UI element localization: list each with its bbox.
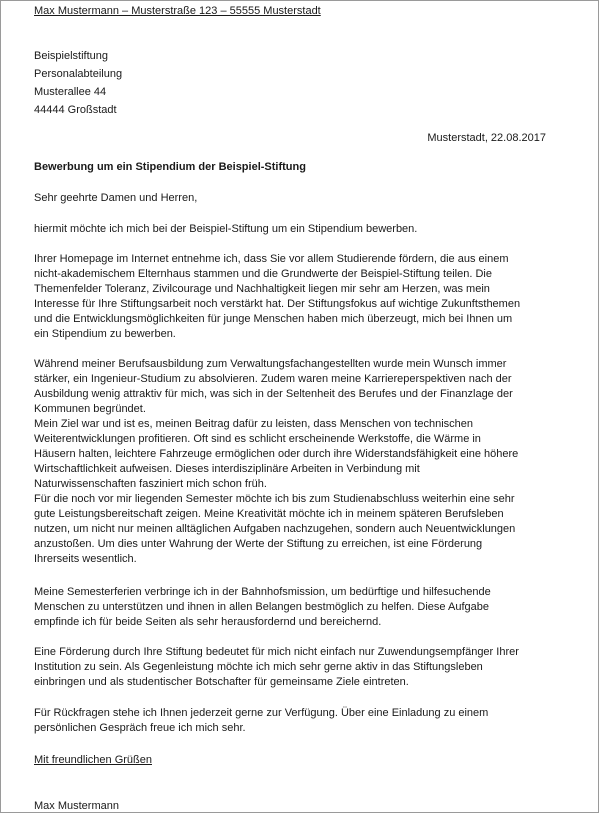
paragraph-2 <box>34 252 520 342</box>
paragraph-line: Für die noch vor mir liegenden Semester möchte ich bis zum Studienabschluss weiterhin eine sehr <box>34 493 515 505</box>
paragraph-line: stärker, ein Ingenieur-Studium zu absolvieren. Zudem waren meine Karriereperspektiven nach der <box>34 373 512 385</box>
recipient-line-1: Beispielstiftung <box>34 50 108 62</box>
paragraph-line: Meine Semesterferien verbringe ich in der Bahnhofsmission, um bedürftige und hilfesuchende <box>34 586 491 598</box>
letter-subject: Bewerbung um ein Stipendium der Beispiel-Stiftung <box>34 161 306 173</box>
paragraph-line: nutzen, um nicht nur meinen alltäglichen Aufgaben nachzugehen, sondern auch Neuentwicklungen <box>34 523 516 535</box>
signature-name: Max Mustermann <box>34 800 119 812</box>
place-date: Musterstadt, 22.08.2017 <box>427 132 546 144</box>
paragraph-line: Ihrerseits wesentlich. <box>34 553 137 565</box>
paragraph-line: ein Stipendium zu bewerben. <box>34 328 176 340</box>
paragraph-line: einbringen und als studentischer Botschafter für gemeinsame Ziele eintreten. <box>34 676 409 688</box>
recipient-line-4: 44444 Großstadt <box>34 104 117 116</box>
paragraph-line: Kommunen begründet. <box>34 403 146 415</box>
paragraph-line: Themenfelder Toleranz, Zivilcourage und Nachhaltigkeit liegen mir sehr am Herzen, was mein <box>34 283 490 295</box>
paragraph-line: Eine Förderung durch Ihre Stiftung bedeutet für mich nicht einfach nur Zuwendungsempfänger Ihrer <box>34 646 519 658</box>
closing-greeting: Mit freundlichen Grüßen <box>34 754 152 766</box>
recipient-line-2: Personalabteilung <box>34 68 123 80</box>
paragraph-line: Naturwissenschaften fasziniert mich schon früh. <box>34 478 267 490</box>
paragraph-5 <box>34 645 519 690</box>
paragraph-line: anzustoßen. Um dies unter Wahrung der Werte der Stiftung zu erreichen, ist eine Förderung <box>34 538 483 550</box>
paragraph-line: Weiterentwicklungen profitieren. Oft sind es schlicht erscheinende Werkstoffe, die Wärme in <box>34 433 481 445</box>
paragraph-line: Während meiner Berufsausbildung zum Verwaltungsfachangestellten wurde mein Wunsch immer <box>34 358 507 370</box>
paragraph-line: Ihrer Homepage im Internet entnehme ich, dass Sie vor allem Studierende fördern, die aus einem <box>34 253 509 265</box>
paragraph-line: gute Leistungsbereitschaft zeigen. Meine Kreativität möchte ich in meinem späteren Berufsleben <box>34 508 504 520</box>
recipient-line-3: Musterallee 44 <box>34 86 107 98</box>
paragraph-6 <box>34 706 488 736</box>
paragraph-line: nicht-akademischem Elternhaus stammen und die Grundwerte der Beispiel-Stiftung teilen. Die <box>34 268 492 280</box>
paragraph-line: Wirtschaftlichkeit aufweisen. Dieses interdisziplinäre Arbeiten in Verbindung mit <box>34 463 420 475</box>
sender-address-line: Max Mustermann – Musterstraße 123 – 55555 Musterstadt <box>34 5 321 17</box>
paragraph-line: und die Entwicklungsmöglichkeiten für junge Menschen haben mich überzeugt, mich bei Ihnen um <box>34 313 513 325</box>
paragraph-line: Menschen zu unterstützen und ihnen in allen Belangen bestmöglich zu helfen. Diese Aufgabe <box>34 601 489 613</box>
paragraph-4 <box>34 585 491 630</box>
paragraph-line: Institution zu sein. Als Gegenleistung möchte ich mich sehr gerne aktiv in das Stiftungsleben <box>34 661 483 673</box>
paragraph-line: persönlichen Gespräch freue ich mich sehr. <box>34 722 246 734</box>
salutation: Sehr geehrte Damen und Herren, <box>34 192 198 204</box>
paragraph-line: hiermit möchte ich mich bei der Beispiel-Stiftung um ein Stipendium bewerben. <box>34 223 418 235</box>
paragraph-3 <box>34 357 518 567</box>
paragraph-line: Mein Ziel war und ist es, meinen Beitrag dafür zu leisten, dass Menschen von technischen <box>34 418 474 430</box>
paragraph-line: Für Rückfragen stehe ich Ihnen jederzeit gerne zur Verfügung. Über eine Einladung zu einem <box>34 707 489 719</box>
paragraph-line: empfinde ich für beide Seiten als sehr herausfordernd und bereichernd. <box>34 616 382 628</box>
paragraph-line: Interesse für Ihre Stiftungsarbeit noch verstärkt hat. Der Stiftungsfokus auf wichtige Zukunftsthemen <box>34 298 521 310</box>
paragraph-line: Ausbildung wenig attraktiv für mich, was sich in der Seltenheit des Berufes und der Finanzlage der <box>34 388 513 400</box>
paragraph-line: Häusern halten, leichtere Fahrzeuge ermöglichen oder durch ihre Widerstandsfähigkeit eine höhere <box>34 448 519 460</box>
paragraph-1 <box>34 222 417 237</box>
